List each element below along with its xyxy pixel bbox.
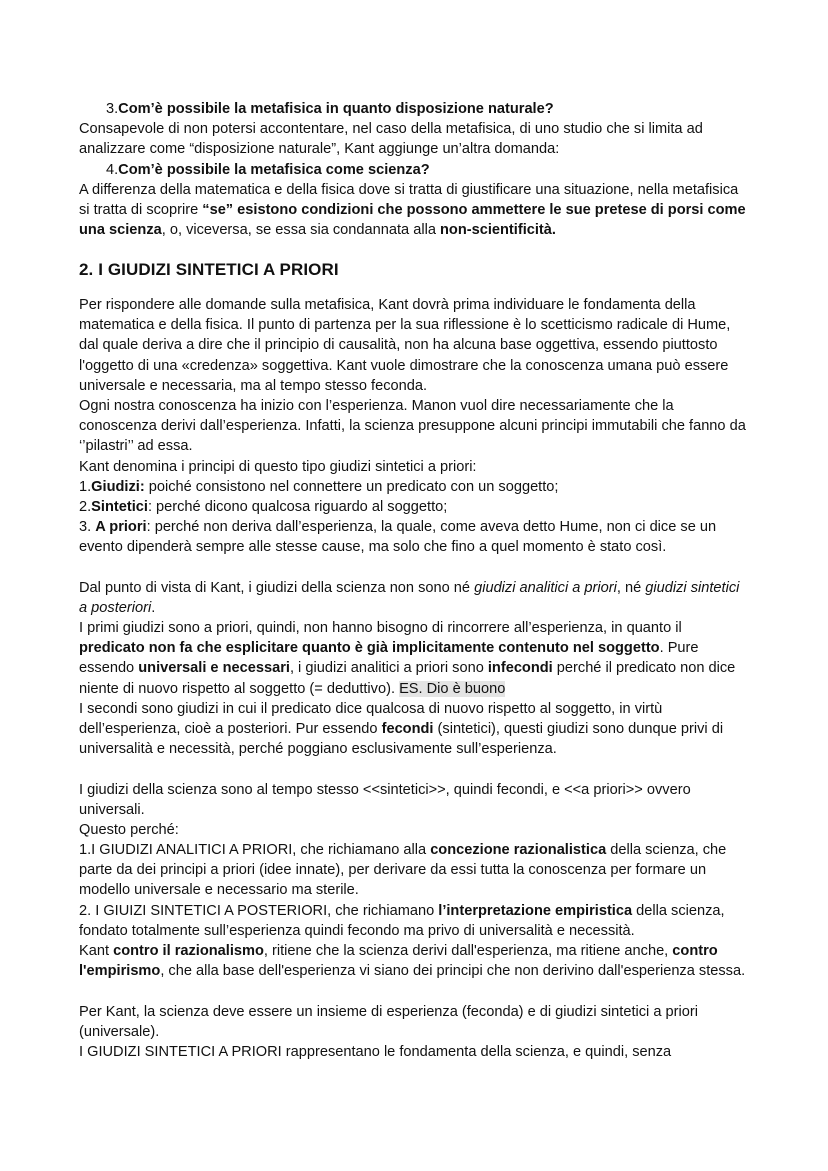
text-run: Dal punto di vista di Kant, i giudizi della scienza non sono né	[79, 580, 475, 596]
list-text: : perché dicono qualcosa riguardo al soggetto;	[147, 499, 448, 515]
bold-run: concezione razionalistica	[430, 842, 607, 858]
list-item-giudizi	[79, 477, 749, 497]
kant-position-paragraph	[79, 941, 749, 981]
text-run: , i giudizi analitici a priori sono	[289, 660, 488, 677]
list-number: 3.	[79, 519, 96, 535]
question-3-heading	[106, 99, 746, 119]
text-run: , né	[616, 580, 646, 596]
list-term: Giudizi:	[91, 479, 145, 495]
science-definition-paragraph: Per Kant, la scienza deve essere un insieme di esperienza (feconda) e di giudizi sintetici a priori (universale).	[79, 1004, 698, 1041]
text-run: . Pure essendo	[79, 640, 699, 677]
principles-paragraph: Kant denomina i principi di questo tipo giudizi sintetici a priori:	[79, 459, 477, 475]
italic-run: giudizi analitici a priori	[474, 580, 617, 596]
text-run: della scienza, che parte da dei principi a priori (idee innate), per derivare da essi tutta la conoscenza per formare un modello universale e necessario ma sterile.	[79, 842, 727, 899]
bold-run: predicato non fa che esplicitare quanto è già implicitamente contenuto nel soggetto	[79, 640, 660, 657]
italic-run: giudizi sintetici a posteriori	[79, 580, 740, 617]
experience-paragraph: Ogni nostra conoscenza ha inizio con l’esperienza. Manon vuol dire necessariamente che la conoscenza derivi dall’esperienza. Infatti, la scienza presuppone alcuni principi immutabili che fanno da ‘’pilastri’’ ad essa.	[79, 398, 746, 455]
text-run: .	[151, 600, 156, 617]
text-run: perché il predicato non dice niente di nuovo rispetto al soggetto (= deduttivo).	[79, 660, 736, 697]
question-3-paragraph: Consapevole di non potersi accontentare, nel caso della metafisica, di uno studio che si limita ad analizzare come “disposizione naturale”, Kant aggiunge un’altra domanda:	[79, 121, 703, 158]
text-run: (sintetici), questi giudizi sono dunque privi di universalità e necessità, perché poggiano esclusivamente sull’esperienza.	[79, 721, 724, 758]
question-4-paragraph	[79, 180, 749, 241]
heading-number: 4.	[106, 162, 119, 178]
bold-run: “se” esistono condizioni che possono ammettere le sue pretese di porsi come una scienza	[79, 202, 746, 239]
list-number: 1.	[79, 479, 92, 495]
bold-run: l’interpretazione empiristica	[438, 903, 633, 919]
bold-run: infecondi	[487, 660, 553, 677]
analytic-judgments-paragraph	[79, 618, 749, 699]
reason-label: Questo perché:	[79, 822, 179, 838]
text-run: della scienza, fondato totalmente sull’esperienza quindi fecondo ma privo di universalità e necessità.	[79, 903, 725, 940]
list-item-sintetici	[79, 497, 749, 517]
text-run: A differenza della matematica e della fisica dove si tratta di giustificare una situazione, nella metafisica si tratta di scoprire	[79, 182, 739, 219]
list-text: poiché consistono nel connettere un predicato con un soggetto;	[144, 479, 559, 495]
question-4-heading	[106, 160, 746, 180]
science-judgments-paragraph: I giudizi della scienza sono al tempo stesso <<sintetici>>, quindi fecondi, e <<a priori>> ovvero universali.	[79, 782, 691, 819]
item-synthetic-a-posteriori	[79, 901, 749, 941]
text-run: , che alla base dell'esperienza vi siano dei principi che non derivino dall'esperienza stessa.	[160, 963, 746, 980]
text-run: , ritiene che la scienza derivi dall'esperienza, ma ritiene anche,	[263, 943, 673, 959]
item-analytic-a-priori	[79, 840, 749, 901]
text-run: I secondi sono giudizi in cui il predicato dice qualcosa di nuovo rispetto al soggetto, in virtù dell’esperienza, cioè a posteriori. Pur essendo	[79, 701, 663, 738]
closing-paragraph: I GIUDIZI SINTETICI A PRIORI rappresentano le fondamenta della scienza, e quindi, senza	[79, 1044, 672, 1060]
synthetic-judgments-paragraph	[79, 699, 749, 760]
heading-number: 3.	[106, 101, 119, 117]
section-title: 2. I GIUDIZI SINTETICI A PRIORI	[79, 260, 339, 279]
heading-text: Com’è possibile la metafisica in quanto disposizione naturale?	[118, 101, 554, 117]
text-run: 2. I GIUIZI SINTETICI A POSTERIORI, che richiamano	[79, 903, 439, 919]
bold-run: contro l'empirismo	[79, 943, 718, 980]
bold-run: fecondi	[381, 721, 434, 738]
text-run: I primi giudizi sono a priori, quindi, non hanno bisogno di rincorrere all’esperienza, in quanto il	[79, 620, 682, 636]
text-run: 1.I GIUDIZI ANALITICI A PRIORI, che richiamano alla	[79, 842, 431, 858]
list-number: 2.	[79, 499, 92, 515]
highlighted-example: ES. Dio è buono	[399, 680, 506, 697]
list-item-a-priori	[79, 517, 749, 557]
text-run: Kant	[79, 943, 114, 959]
text-run: , o, viceversa, se essa sia condannata alla	[161, 222, 440, 239]
list-text: : perché non deriva dall’esperienza, la quale, come aveva detto Hume, non ci dice se un evento dipenderà sempre alle stesse cause, ma solo che fino a quel momento è stato così.	[79, 519, 717, 556]
bold-run: contro il razionalismo	[113, 943, 264, 959]
bold-run: non-scientificità.	[440, 222, 556, 239]
intro-paragraph: Per rispondere alle domande sulla metafisica, Kant dovrà prima individuare le fondamenta della matematica e della fisica. Il punto di partenza per la sua riflessione è lo scetticismo radicale di Hume, dal quale deriva a dire che il principio di causalità, non ha alcuna base oggettiva, essendo piuttosto l'oggetto di una «credenza» soggettiva. Kant vuole dimostrare che la conoscenza umana può essere universale e necessaria, ma al tempo stesso feconda.	[79, 297, 731, 394]
heading-text: Com’è possibile la metafisica come scienza?	[118, 162, 430, 178]
kant-view-paragraph	[79, 578, 749, 618]
list-term: A priori	[95, 519, 147, 535]
bold-run: universali e necessari	[138, 660, 290, 677]
list-term: Sintetici	[91, 499, 148, 515]
